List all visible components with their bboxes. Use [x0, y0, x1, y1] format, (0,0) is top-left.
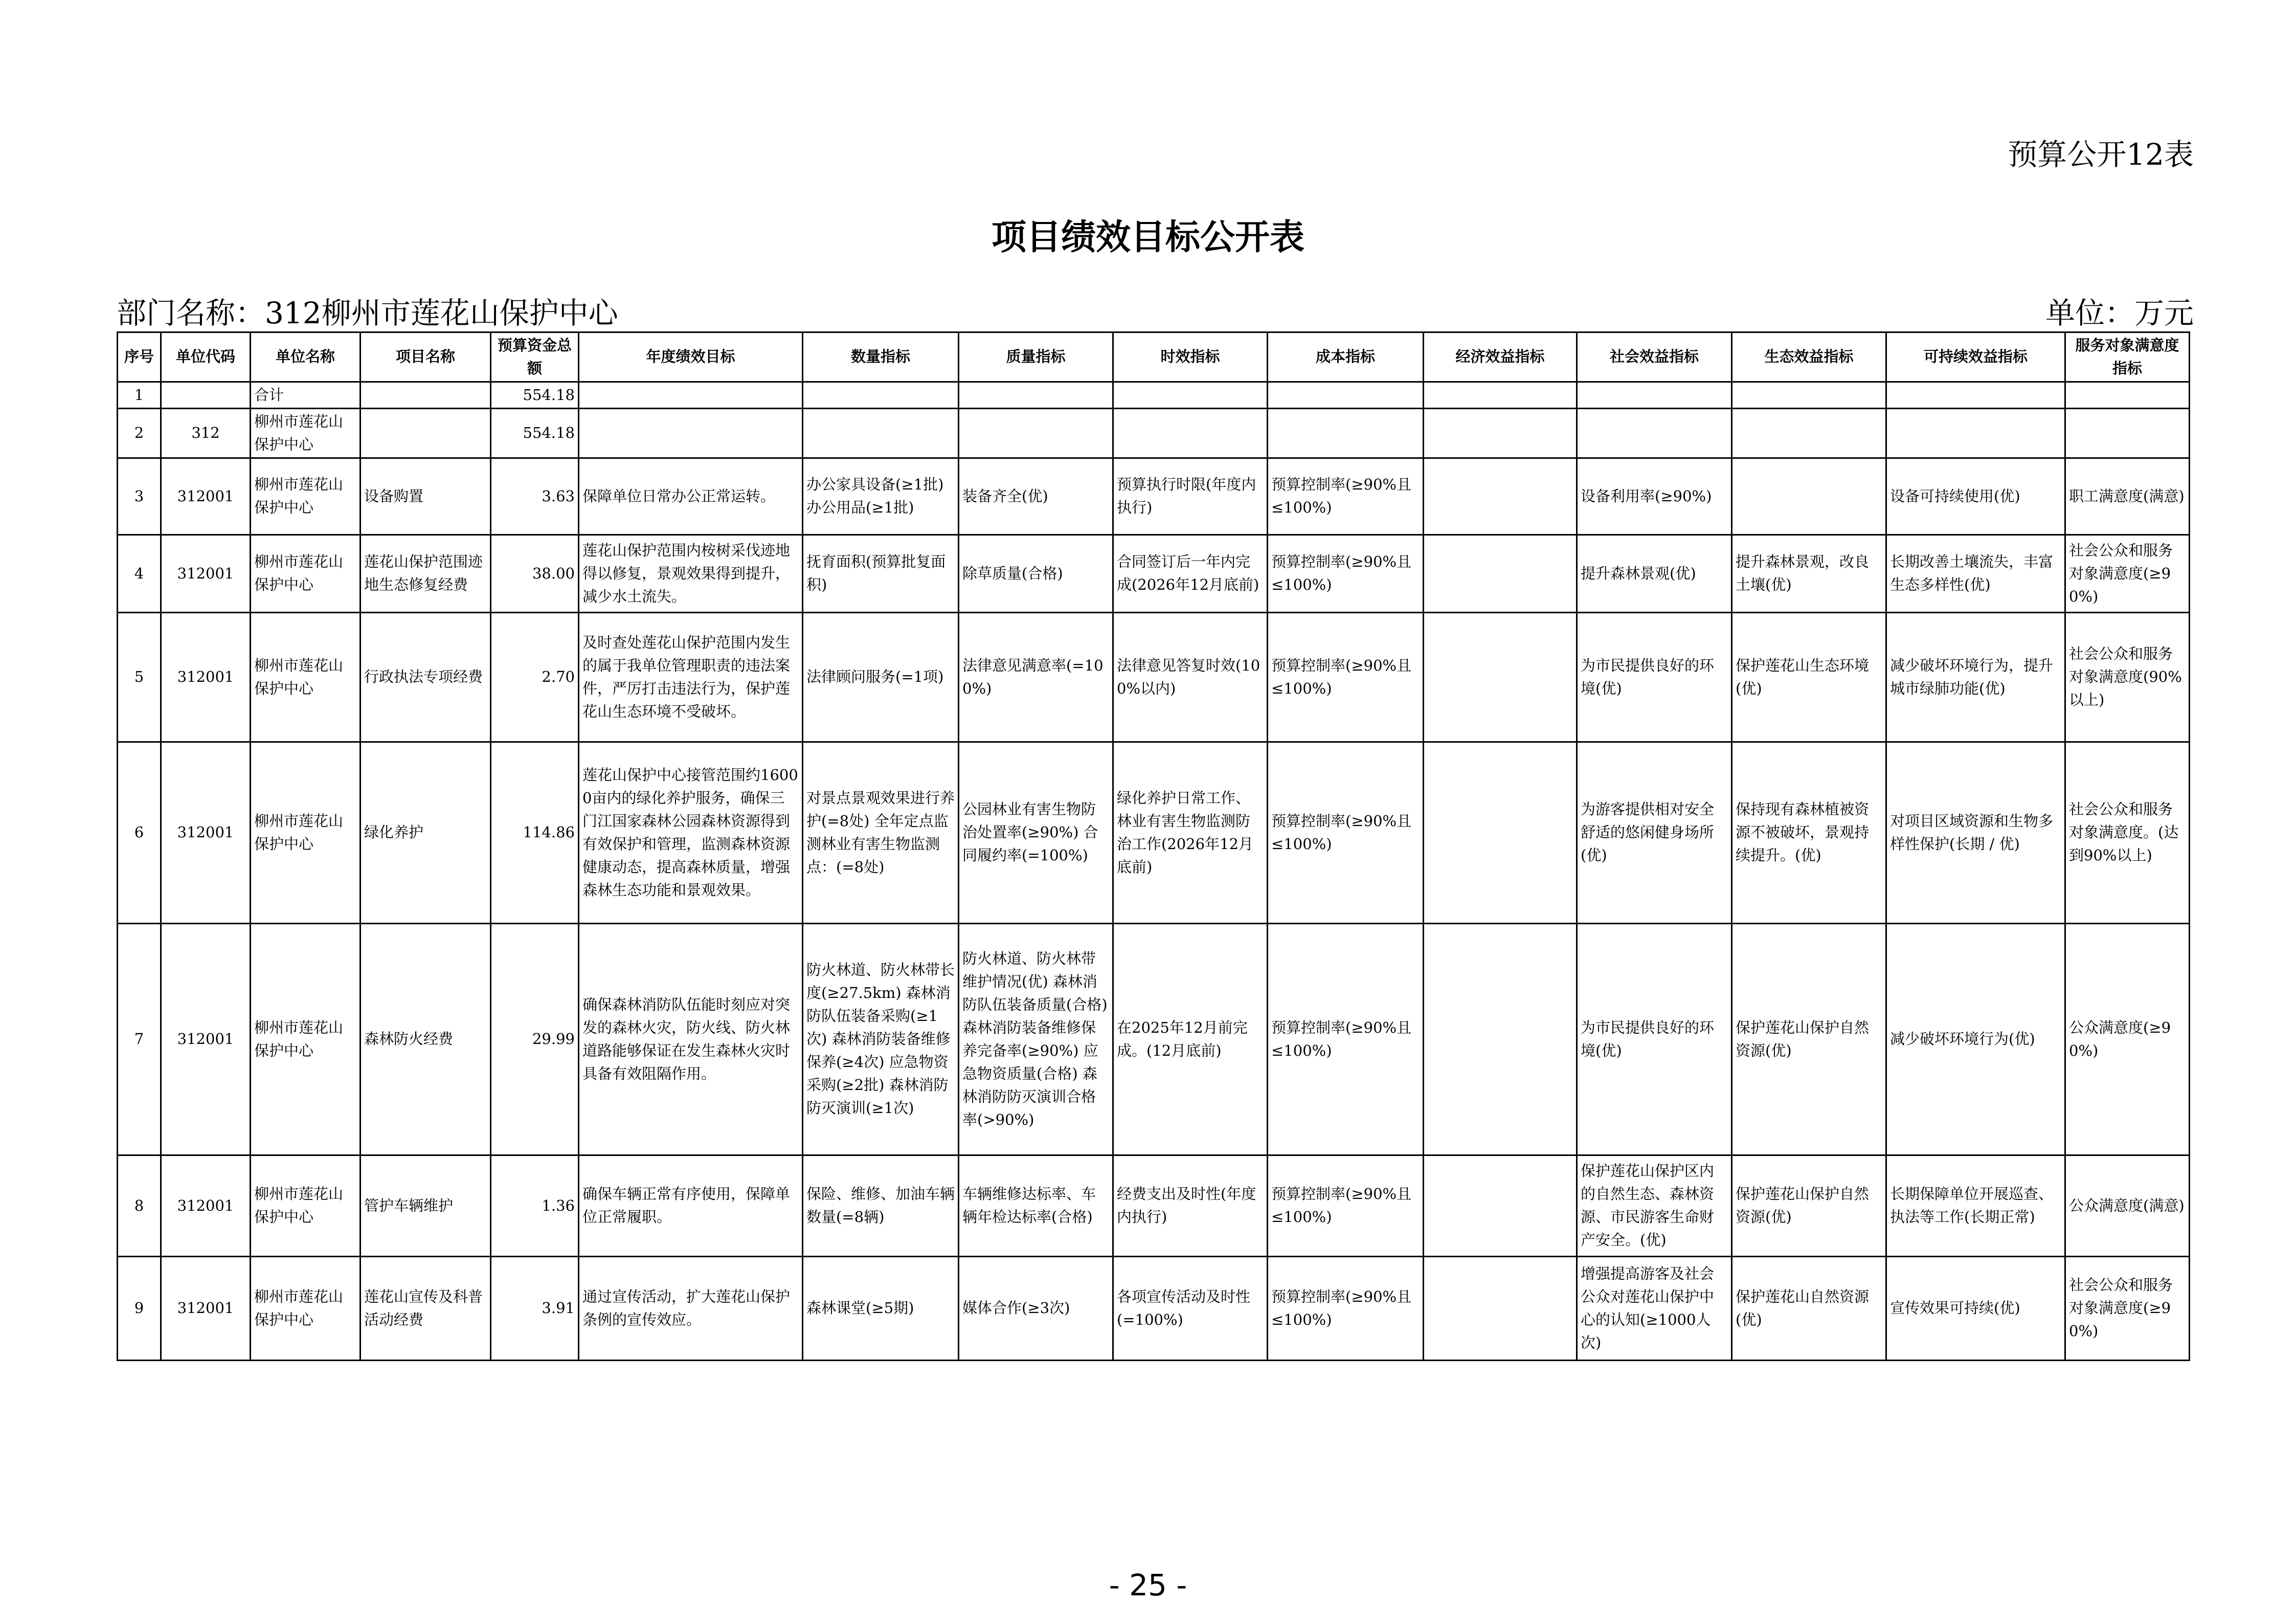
cost-cell: 预算控制率(≥90%且≤100%) [1268, 742, 1424, 923]
index-cell: 1 [118, 382, 161, 408]
annual-goal-cell: 保障单位日常办公正常运转。 [579, 458, 803, 535]
timeliness-cell: 经费支出及时性(年度内执行) [1113, 1155, 1268, 1256]
unit-code-cell: 312001 [161, 742, 251, 923]
unit-name-cell: 柳州市莲花山保护中心 [251, 612, 361, 742]
project-name-cell [361, 382, 491, 408]
cost-cell: 预算控制率(≥90%且≤100%) [1268, 1256, 1424, 1360]
economic-cell [1424, 923, 1577, 1155]
form-code: 预算公开12表 [2008, 137, 2194, 172]
ecological-cell [1732, 408, 1886, 458]
ecological-cell: 保护莲花山保护自然资源(优) [1732, 923, 1886, 1155]
ecological-cell: 保护莲花山生态环境(优) [1732, 612, 1886, 742]
social-cell [1577, 382, 1732, 408]
unit-name-cell: 柳州市莲花山保护中心 [251, 458, 361, 535]
annual-goal-cell: 莲花山保护范围内桉树采伐迹地得以修复，景观效果得到提升，减少水土流失。 [579, 535, 803, 612]
column-header: 序号 [118, 332, 161, 382]
table-row [118, 382, 2190, 408]
timeliness-cell: 各项宣传活动及时性(=100%) [1113, 1256, 1268, 1360]
index-cell: 4 [118, 535, 161, 612]
social-cell: 提升森林景观(优) [1577, 535, 1732, 612]
index-cell: 8 [118, 1155, 161, 1256]
column-header: 年度绩效目标 [579, 332, 803, 382]
quantity-cell: 抚育面积(预算批复面积) [803, 535, 959, 612]
satisfaction-cell [2065, 382, 2190, 408]
annual-goal-cell [579, 382, 803, 408]
table-row [118, 535, 2190, 612]
unit-code-cell: 312001 [161, 1155, 251, 1256]
column-header: 社会效益指标 [1577, 332, 1732, 382]
table-row [118, 1256, 2190, 1360]
ecological-cell: 保护莲花山自然资源(优) [1732, 1256, 1886, 1360]
column-header: 质量指标 [959, 332, 1113, 382]
table-row [118, 408, 2190, 458]
sustainability-cell: 减少破坏环境行为，提升城市绿肺功能(优) [1886, 612, 2065, 742]
ecological-cell: 保护莲花山保护自然资源(优) [1732, 1155, 1886, 1256]
budget-cell: 554.18 [491, 382, 579, 408]
unit-name-cell: 柳州市莲花山保护中心 [251, 535, 361, 612]
index-cell: 9 [118, 1256, 161, 1360]
economic-cell [1424, 535, 1577, 612]
table-row [118, 923, 2190, 1155]
economic-cell [1424, 458, 1577, 535]
annual-goal-cell: 莲花山保护中心接管范围约16000亩内的绿化养护服务，确保三门江国家森林公园森林资源得到有效保护和管理，监测森林资源健康动态，提高森林质量，增强森林生态功能和景观效果。 [579, 742, 803, 923]
unit-name-cell: 柳州市莲花山保护中心 [251, 742, 361, 923]
social-cell: 为游客提供相对安全舒适的悠闲健身场所(优) [1577, 742, 1732, 923]
social-cell: 增强提高游客及社会公众对莲花山保护中心的认知(≥1000人次) [1577, 1256, 1732, 1360]
index-cell: 2 [118, 408, 161, 458]
column-header: 项目名称 [361, 332, 491, 382]
unit-code-cell: 312001 [161, 535, 251, 612]
sustainability-cell: 宣传效果可持续(优) [1886, 1256, 2065, 1360]
column-header: 时效指标 [1113, 332, 1268, 382]
sustainability-cell: 对项目区域资源和生物多样性保护(长期 / 优) [1886, 742, 2065, 923]
timeliness-cell: 在2025年12月前完成。(12月底前) [1113, 923, 1268, 1155]
timeliness-cell [1113, 408, 1268, 458]
budget-cell: 554.18 [491, 408, 579, 458]
quality-cell [959, 382, 1113, 408]
column-header: 生态效益指标 [1732, 332, 1886, 382]
satisfaction-cell: 社会公众和服务对象满意度。(达到90%以上) [2065, 742, 2190, 923]
ecological-cell [1732, 382, 1886, 408]
column-header: 预算资金总额 [491, 332, 579, 382]
unit-name-cell: 柳州市莲花山保护中心 [251, 1155, 361, 1256]
budget-cell: 3.91 [491, 1256, 579, 1360]
sustainability-cell: 长期保障单位开展巡查、执法等工作(长期正常) [1886, 1155, 2065, 1256]
budget-cell: 114.86 [491, 742, 579, 923]
economic-cell [1424, 1155, 1577, 1256]
unit-code-cell [161, 382, 251, 408]
budget-cell: 38.00 [491, 535, 579, 612]
economic-cell [1424, 408, 1577, 458]
project-name-cell: 森林防火经费 [361, 923, 491, 1155]
project-name-cell: 设备购置 [361, 458, 491, 535]
timeliness-cell [1113, 382, 1268, 408]
satisfaction-cell: 公众满意度(≥90%) [2065, 923, 2190, 1155]
quantity-cell: 对景点景观效果进行养护(=8处) 全年定点监测林业有害生物监测点：(=8处) [803, 742, 959, 923]
social-cell: 设备利用率(≥90%) [1577, 458, 1732, 535]
economic-cell [1424, 1256, 1577, 1360]
index-cell: 6 [118, 742, 161, 923]
social-cell: 为市民提供良好的环境(优) [1577, 923, 1732, 1155]
annual-goal-cell: 确保森林消防队伍能时刻应对突发的森林火灾，防火线、防火林道路能够保证在发生森林火灾时具备有效阻隔作用。 [579, 923, 803, 1155]
quantity-cell [803, 408, 959, 458]
quantity-cell: 办公家具设备(≥1批) 办公用品(≥1批) [803, 458, 959, 535]
quality-cell: 法律意见满意率(=100%) [959, 612, 1113, 742]
unit-name-cell: 柳州市莲花山保护中心 [251, 408, 361, 458]
ecological-cell: 提升森林景观，改良土壤(优) [1732, 535, 1886, 612]
quantity-cell: 防火林道、防火林带长度(≥27.5km) 森林消防队伍装备采购(≥1次) 森林消防装备维修保养(≥4次) 应急物资采购(≥2批) 森林消防防灭演训(≥1次) [803, 923, 959, 1155]
column-header: 单位代码 [161, 332, 251, 382]
index-cell: 7 [118, 923, 161, 1155]
sustainability-cell: 设备可持续使用(优) [1886, 458, 2065, 535]
social-cell: 保护莲花山保护区内的自然生态、森林资源、市民游客生命财产安全。(优) [1577, 1155, 1732, 1256]
satisfaction-cell: 职工满意度(满意) [2065, 458, 2190, 535]
timeliness-cell: 预算执行时限(年度内执行) [1113, 458, 1268, 535]
project-name-cell: 行政执法专项经费 [361, 612, 491, 742]
table-row [118, 612, 2190, 742]
sustainability-cell [1886, 382, 2065, 408]
unit-code-cell: 312001 [161, 458, 251, 535]
cost-cell: 预算控制率(≥90%且≤100%) [1268, 458, 1424, 535]
cost-cell: 预算控制率(≥90%且≤100%) [1268, 535, 1424, 612]
quality-cell: 除草质量(合格) [959, 535, 1113, 612]
department-name: 部门名称：312柳州市莲花山保护中心 [117, 296, 618, 330]
unit-code-cell: 312 [161, 408, 251, 458]
table-row [118, 1155, 2190, 1256]
unit-label: 单位：万元 [2045, 296, 2194, 330]
annual-goal-cell [579, 408, 803, 458]
cost-cell [1268, 382, 1424, 408]
budget-cell: 2.70 [491, 612, 579, 742]
satisfaction-cell: 社会公众和服务对象满意度(90%以上) [2065, 612, 2190, 742]
project-name-cell: 管护车辆维护 [361, 1155, 491, 1256]
quality-cell: 公园林业有害生物防治处置率(≥90%) 合同履约率(=100%) [959, 742, 1113, 923]
satisfaction-cell: 公众满意度(满意) [2065, 1155, 2190, 1256]
satisfaction-cell: 社会公众和服务对象满意度(≥90%) [2065, 535, 2190, 612]
column-header: 单位名称 [251, 332, 361, 382]
cost-cell [1268, 408, 1424, 458]
table-row [118, 742, 2190, 923]
project-name-cell [361, 408, 491, 458]
ecological-cell [1732, 458, 1886, 535]
sustainability-cell [1886, 408, 2065, 458]
index-cell: 3 [118, 458, 161, 535]
social-cell [1577, 408, 1732, 458]
economic-cell [1424, 382, 1577, 408]
quality-cell: 防火林道、防火林带维护情况(优) 森林消防队伍装备质量(合格) 森林消防装备维修保养完备率(≥90%) 应急物资质量(合格) 森林消防防灭演训合格率(>90%) [959, 923, 1113, 1155]
quality-cell: 车辆维修达标率、车辆年检达标率(合格) [959, 1155, 1113, 1256]
quantity-cell: 森林课堂(≥5期) [803, 1256, 959, 1360]
annual-goal-cell: 确保车辆正常有序使用，保障单位正常履职。 [579, 1155, 803, 1256]
annual-goal-cell: 通过宣传活动，扩大莲花山保护条例的宣传效应。 [579, 1256, 803, 1360]
index-cell: 5 [118, 612, 161, 742]
column-header: 服务对象满意度指标 [2065, 332, 2190, 382]
timeliness-cell: 法律意见答复时效(100%以内) [1113, 612, 1268, 742]
column-header: 可持续效益指标 [1886, 332, 2065, 382]
column-header: 数量指标 [803, 332, 959, 382]
economic-cell [1424, 742, 1577, 923]
cost-cell: 预算控制率(≥90%且≤100%) [1268, 923, 1424, 1155]
quantity-cell [803, 382, 959, 408]
annual-goal-cell: 及时查处莲花山保护范围内发生的属于我单位管理职责的违法案件，严厉打击违法行为，保护莲花山生态环境不受破坏。 [579, 612, 803, 742]
quantity-cell: 保险、维修、加油车辆数量(=8辆) [803, 1155, 959, 1256]
budget-cell: 1.36 [491, 1155, 579, 1256]
social-cell: 为市民提供良好的环境(优) [1577, 612, 1732, 742]
ecological-cell: 保持现有森林植被资源不被破坏，景观持续提升。(优) [1732, 742, 1886, 923]
unit-code-cell: 312001 [161, 923, 251, 1155]
project-name-cell: 莲花山保护范围迹地生态修复经费 [361, 535, 491, 612]
budget-cell: 3.63 [491, 458, 579, 535]
sustainability-cell: 减少破坏环境行为(优) [1886, 923, 2065, 1155]
timeliness-cell: 合同签订后一年内完成(2026年12月底前) [1113, 535, 1268, 612]
document-title: 项目绩效目标公开表 [991, 217, 1304, 258]
column-header: 成本指标 [1268, 332, 1424, 382]
quality-cell: 媒体合作(≥3次) [959, 1256, 1113, 1360]
table-header-row [118, 332, 2190, 382]
economic-cell [1424, 612, 1577, 742]
performance-table [117, 331, 2190, 1361]
table-row [118, 458, 2190, 535]
project-name-cell: 绿化养护 [361, 742, 491, 923]
cost-cell: 预算控制率(≥90%且≤100%) [1268, 1155, 1424, 1256]
unit-code-cell: 312001 [161, 612, 251, 742]
quality-cell [959, 408, 1113, 458]
budget-cell: 29.99 [491, 923, 579, 1155]
quantity-cell: 法律顾问服务(=1项) [803, 612, 959, 742]
quality-cell: 装备齐全(优) [959, 458, 1113, 535]
unit-code-cell: 312001 [161, 1256, 251, 1360]
satisfaction-cell [2065, 408, 2190, 458]
satisfaction-cell: 社会公众和服务对象满意度(≥90%) [2065, 1256, 2190, 1360]
timeliness-cell: 绿化养护日常工作、林业有害生物监测防治工作(2026年12月底前) [1113, 742, 1268, 923]
unit-name-cell: 柳州市莲花山保护中心 [251, 1256, 361, 1360]
project-name-cell: 莲花山宣传及科普活动经费 [361, 1256, 491, 1360]
unit-name-cell: 合计 [251, 382, 361, 408]
unit-name-cell: 柳州市莲花山保护中心 [251, 923, 361, 1155]
sustainability-cell: 长期改善土壤流失，丰富生态多样性(优) [1886, 535, 2065, 612]
cost-cell: 预算控制率(≥90%且≤100%) [1268, 612, 1424, 742]
page-number: - 25 - [1109, 1568, 1187, 1603]
table-body [118, 382, 2190, 1360]
column-header: 经济效益指标 [1424, 332, 1577, 382]
